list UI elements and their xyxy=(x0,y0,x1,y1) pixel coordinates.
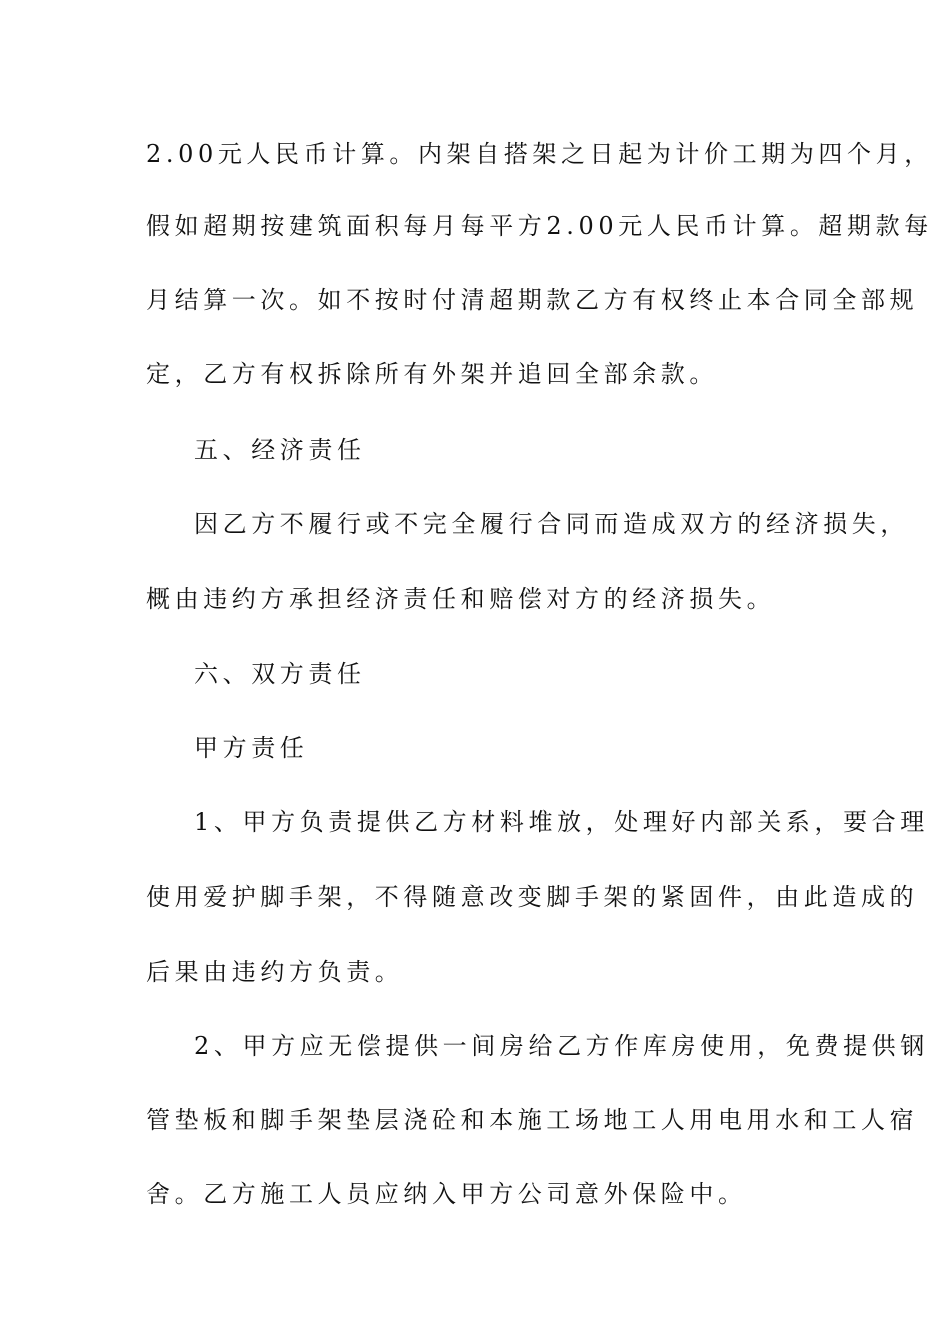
paragraph-line: 2、甲方应无偿提供一间房给乙方作库房使用，免费提供钢 xyxy=(194,1032,929,1060)
section-heading-economic-liability: 五、经济责任 xyxy=(194,436,366,464)
paragraph-line: 后果由违约方负责。 xyxy=(146,958,404,986)
paragraph-line: 2.00元人民币计算。内架自搭架之日起为计价工期为四个月， xyxy=(146,140,933,168)
paragraph-line: 假如超期按建筑面积每月每平方2.00元人民币计算。超期款每 xyxy=(146,212,933,240)
paragraph-line: 定，乙方有权拆除所有外架并追回全部余款。 xyxy=(146,360,718,388)
subheading-party-a-responsibilities: 甲方责任 xyxy=(194,734,309,762)
paragraph-line: 因乙方不履行或不完全履行合同而造成双方的经济损失， xyxy=(194,510,909,538)
paragraph-line: 概由违约方承担经济责任和赔偿对方的经济损失。 xyxy=(146,585,776,613)
paragraph-line: 管垫板和脚手架垫层浇砼和本施工场地工人用电用水和工人宿 xyxy=(146,1106,919,1134)
paragraph-line: 月结算一次。如不按时付清超期款乙方有权终止本合同全部规 xyxy=(146,286,919,314)
paragraph-line: 1、甲方负责提供乙方材料堆放，处理好内部关系，要合理 xyxy=(194,808,929,836)
paragraph-line: 舍。乙方施工人员应纳入甲方公司意外保险中。 xyxy=(146,1180,747,1208)
section-heading-mutual-responsibilities: 六、双方责任 xyxy=(194,660,366,688)
paragraph-line: 使用爱护脚手架，不得随意改变脚手架的紧固件，由此造成的 xyxy=(146,883,919,911)
